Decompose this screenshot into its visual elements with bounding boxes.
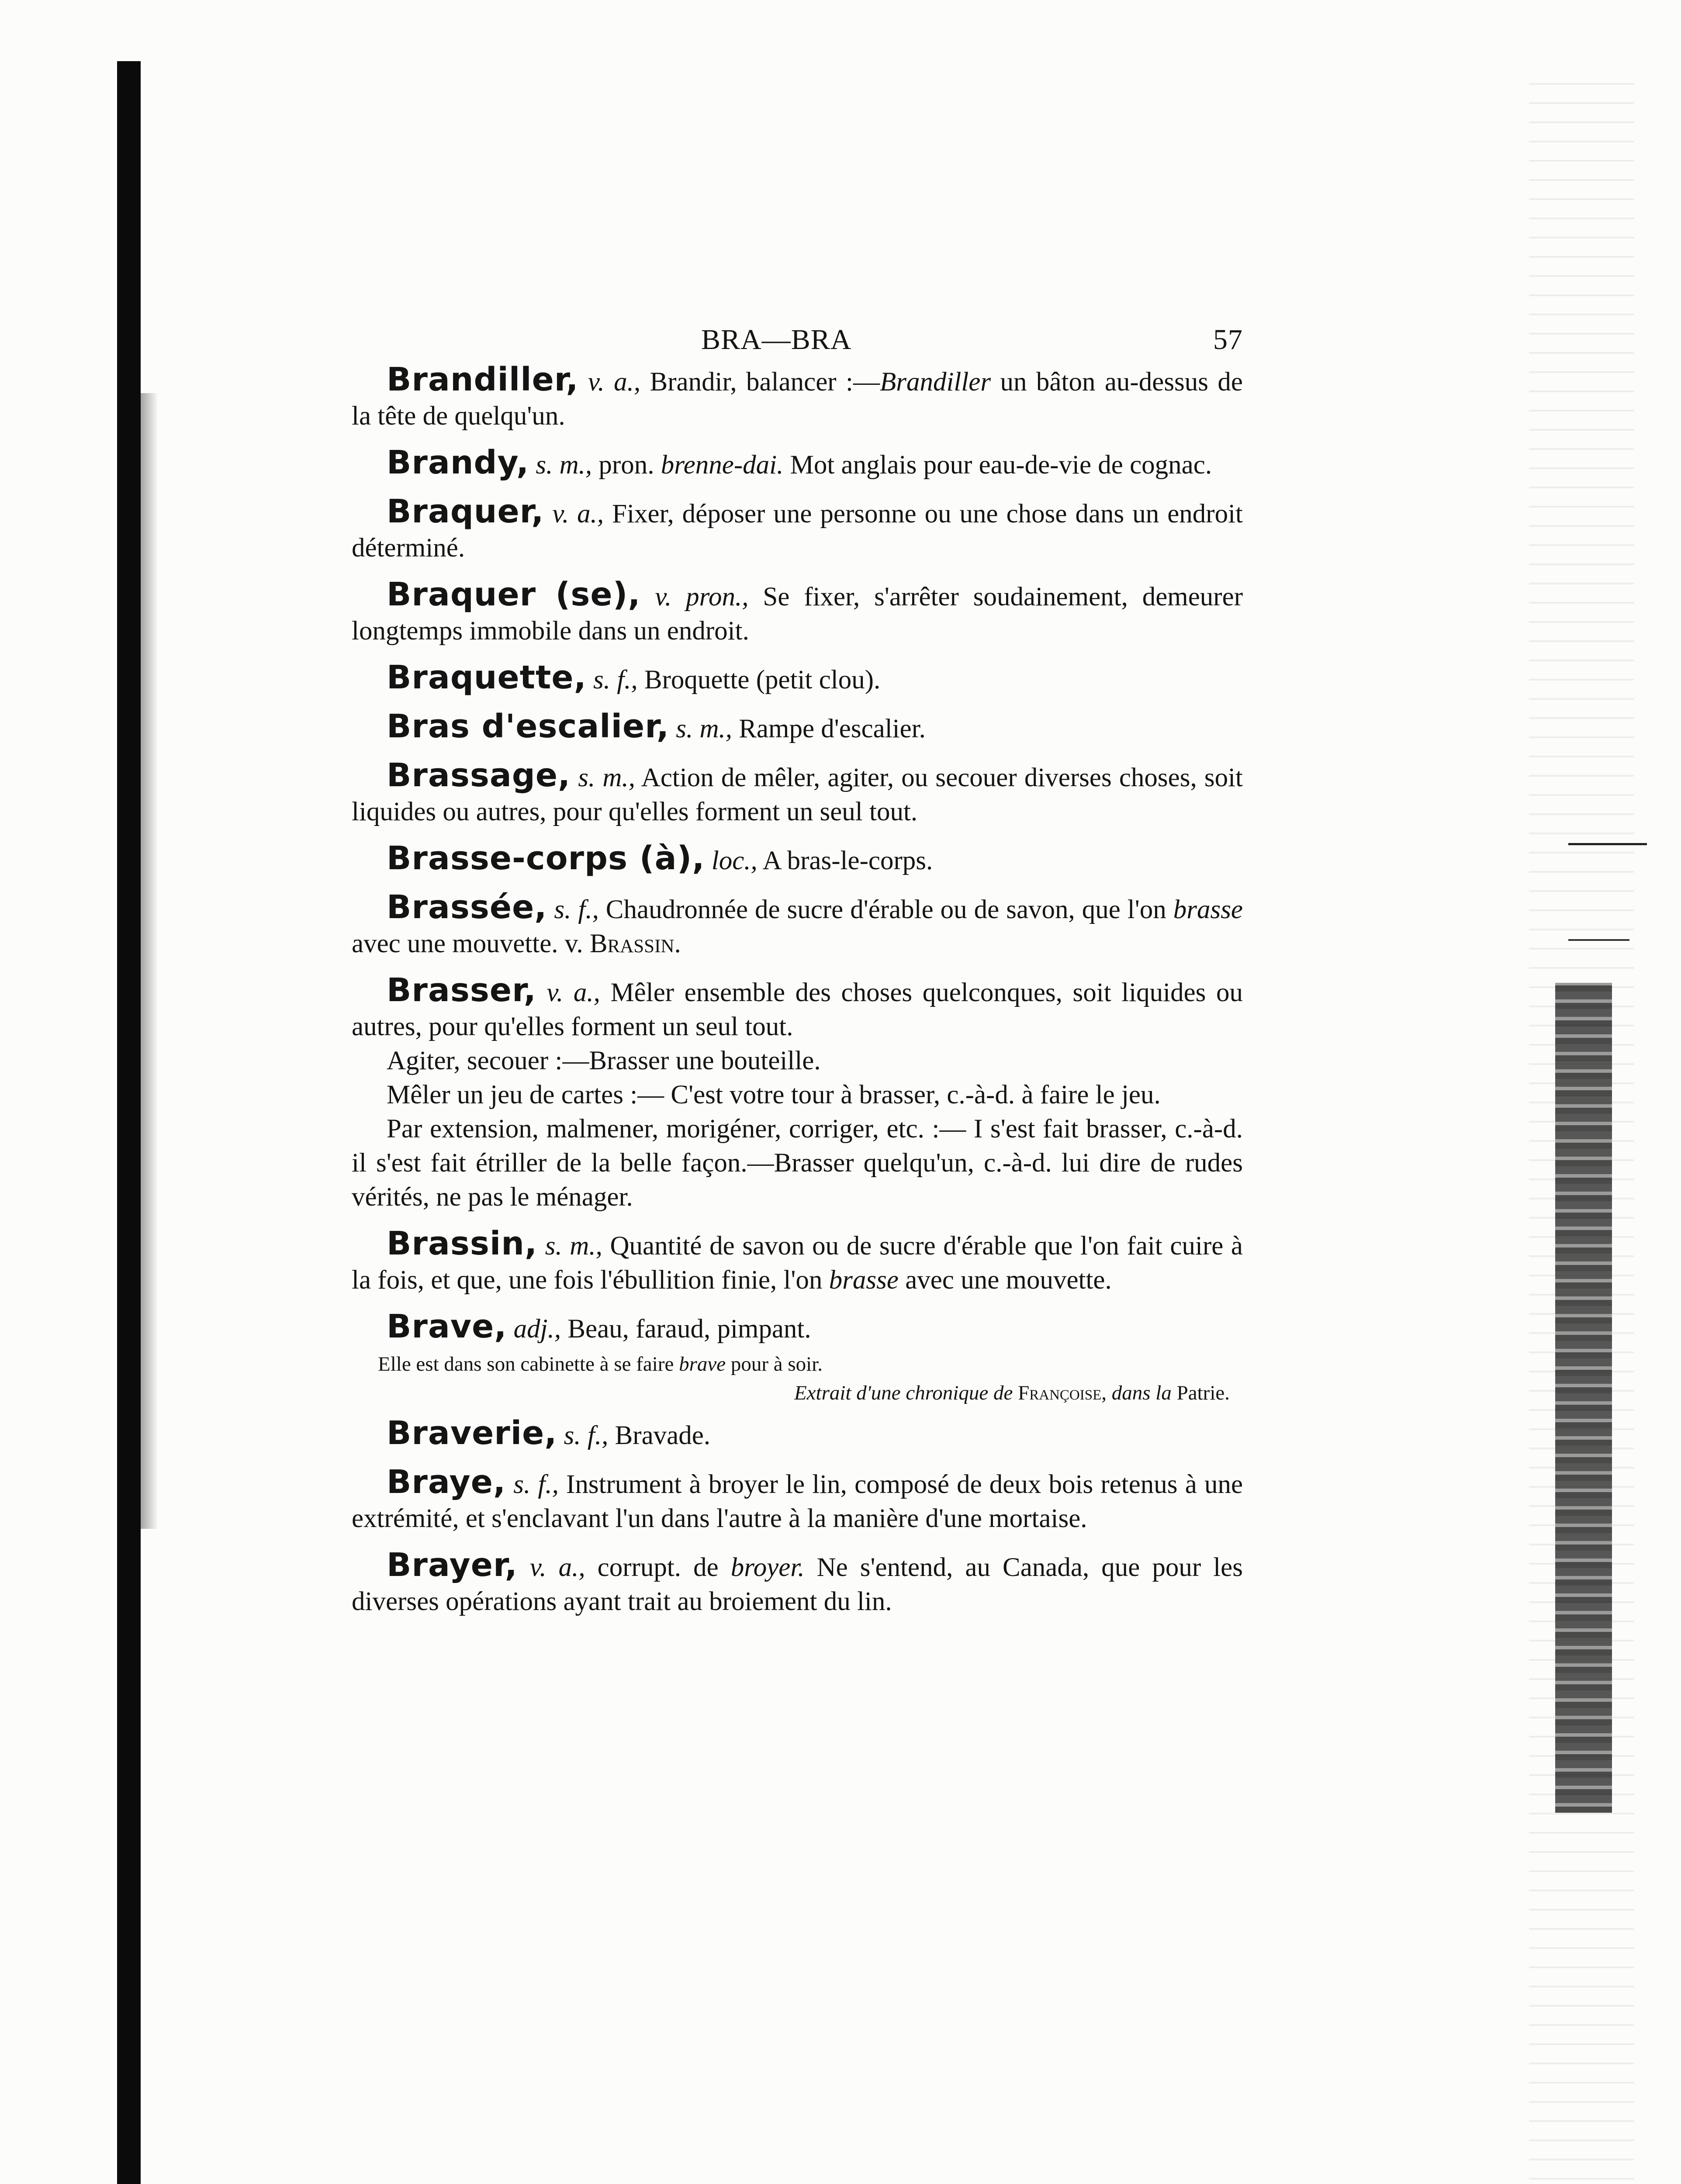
entry-subparagraph <box>352 1112 1243 1214</box>
entry-text: Agiter, secouer :— <box>387 1046 589 1075</box>
dictionary-page <box>352 314 1243 1631</box>
spine-gradient <box>141 393 158 1529</box>
entry-text: Brassin. <box>589 929 681 958</box>
dictionary-entry <box>352 1465 1243 1536</box>
citation-text: Extrait d'une chronique de <box>794 1382 1018 1404</box>
grammar-label: v. a., <box>546 978 600 1007</box>
edge-mark <box>1568 843 1647 845</box>
grammar-label: v. pron., <box>655 582 749 612</box>
headword: Brassée, <box>387 888 547 926</box>
headword: Brasse-corps (à), <box>387 840 705 877</box>
entry-text: Mêler ensemble des choses quelconques, soit liquides ou autres, pour qu'elles forment un seul tout. <box>352 978 1243 1041</box>
citation-quote <box>352 1350 1243 1379</box>
citation-text: dans la <box>1107 1382 1177 1404</box>
running-title: BRA—BRA <box>701 324 852 356</box>
entry-text: Brandiller <box>879 367 991 397</box>
entry-text: brave <box>679 1353 726 1375</box>
dictionary-entry <box>352 890 1243 961</box>
entry-text: Broquette (petit clou). <box>637 665 881 695</box>
grammar-label: adj., <box>513 1314 561 1344</box>
dictionary-entry <box>352 1548 1243 1619</box>
grammar-label: s. m., <box>676 714 732 743</box>
headword: Brayer, <box>387 1546 518 1584</box>
citation-text: Françoise, <box>1018 1382 1107 1404</box>
entry-text: Rampe d'escalier. <box>732 714 926 743</box>
page-edge-scan-noise <box>1555 983 1612 1813</box>
entry-text: Brasser <box>589 1046 669 1075</box>
dictionary-entry <box>352 660 1243 697</box>
entry-text: Brandir, balancer :— <box>640 367 880 397</box>
grammar-label: v. a., <box>552 499 604 529</box>
entry-text: pron. <box>592 450 661 480</box>
headword: Brave, <box>387 1308 507 1345</box>
headword: Brassin, <box>387 1225 538 1262</box>
entry-text: Elle est dans son cabinette à se faire <box>378 1353 679 1375</box>
headword: Braquette, <box>387 659 587 696</box>
citation-source <box>352 1379 1243 1407</box>
dictionary-entry <box>352 494 1243 565</box>
entry-text: pour à soir. <box>726 1353 823 1375</box>
entry-text: Par extension, malmener, morigéner, corriger, etc. :— I s'est fait <box>387 1114 1086 1144</box>
grammar-label: s. f., <box>513 1470 559 1499</box>
headword: Brassage, <box>387 757 571 794</box>
dictionary-entry <box>352 1227 1243 1297</box>
grammar-label: loc., <box>711 846 757 875</box>
entry-text: corrupt. de <box>585 1553 731 1582</box>
grammar-label: v. a., <box>529 1553 585 1582</box>
entry-subparagraph <box>352 1078 1243 1112</box>
grammar-label: s. m., <box>536 450 592 480</box>
entry-text: Chaudronnée de sucre d'érable ou de savon, que l'on <box>598 895 1173 924</box>
dictionary-entry <box>352 577 1243 648</box>
dictionary-entry <box>352 709 1243 746</box>
dictionary-entry <box>352 363 1243 433</box>
grammar-label: s. f., <box>554 895 599 924</box>
entry-text: Brasser <box>774 1148 854 1178</box>
page-number: 57 <box>1213 324 1243 356</box>
entry-text: Instrument à broyer le lin, composé de deux bois retenus à une extrémité, et s'enclavant l'un dans l'autre à la manière d'une mortaise. <box>352 1470 1243 1533</box>
entry-text: brasse <box>829 1265 899 1295</box>
entry-text: c.-à-d. il s'est fait étriller de la belle façon.— <box>352 1114 1243 1178</box>
citation-text: Patrie. <box>1176 1382 1230 1404</box>
entry-text: Beau, faraud, pimpant. <box>561 1314 811 1344</box>
grammar-label: v. a., <box>588 367 641 397</box>
entry-text: Mot anglais pour eau-de-vie de cognac. <box>783 450 1212 480</box>
entry-text: avec une mouvette. v. <box>352 929 590 958</box>
entry-text: Ne s'entend, au Canada, que pour les diverses opérations ayant trait au broiement du lin. <box>352 1553 1243 1616</box>
grammar-label: s. m., <box>545 1231 602 1261</box>
entry-text: Se fixer, s'arrêter soudainement, demeurer longtemps immobile dans un endroit. <box>352 582 1243 646</box>
headword: Braquer, <box>387 493 544 530</box>
grammar-label: s. m., <box>578 763 635 792</box>
grammar-label: s. f., <box>593 665 638 695</box>
entry-text: broyer. <box>730 1553 805 1582</box>
citation <box>352 1350 1243 1407</box>
headword: Brasser, <box>387 971 536 1009</box>
headword: Brandy, <box>387 444 529 481</box>
entry-text: brasser, <box>859 1080 941 1109</box>
entry-text: une bouteille. <box>669 1046 821 1075</box>
headword: Braverie, <box>387 1414 557 1452</box>
entry-text: un bâton au-dessus de la tête de quelqu'un. <box>352 367 1243 431</box>
headword: Brandiller, <box>387 361 579 398</box>
grammar-label: s. f., <box>564 1421 609 1450</box>
dictionary-entry <box>352 1416 1243 1453</box>
entry-text: A bras-le-corps. <box>757 846 933 875</box>
entry-text: Quantité de savon ou de sucre d'érable que l'on fait cuire à la fois, et que, une fois l'ébullition finie, l'on <box>352 1231 1243 1295</box>
headword: Braye, <box>387 1463 506 1501</box>
entry-text: Bravade. <box>608 1421 711 1450</box>
dictionary-entry <box>352 446 1243 482</box>
entry-text: brasser, <box>1086 1114 1167 1144</box>
entry-text: Fixer, déposer une personne ou une chose dans un endroit déterminé. <box>352 499 1243 563</box>
book-spine-shadow <box>117 61 141 2184</box>
dictionary-entry <box>352 973 1243 1044</box>
entry-text: Mêler un jeu de cartes :— C'est votre tour à <box>387 1080 859 1109</box>
headword: Bras d'escalier, <box>387 708 669 745</box>
entry-text: brasse <box>1173 895 1243 924</box>
headword: Braquer (se), <box>387 576 641 613</box>
entry-text: brenne-dai. <box>661 450 784 480</box>
entry-text: avec une mouvette. <box>898 1265 1112 1295</box>
dictionary-entry <box>352 1310 1243 1346</box>
edge-mark <box>1568 939 1629 941</box>
entries-list <box>352 363 1243 1619</box>
entry-subparagraph <box>352 1044 1243 1078</box>
dictionary-entry <box>352 841 1243 878</box>
running-header <box>352 314 1243 363</box>
dictionary-entry <box>352 758 1243 829</box>
entry-text: Action de mêler, agiter, ou secouer diverses choses, soit liquides ou autres, pour qu'elles forment un seul tout. <box>352 763 1243 826</box>
entry-text: c.-à-d. à faire le jeu. <box>940 1080 1161 1109</box>
entry-text: quelqu'un, c.-à-d. lui dire de rudes vérités, ne pas le ménager. <box>352 1148 1243 1212</box>
